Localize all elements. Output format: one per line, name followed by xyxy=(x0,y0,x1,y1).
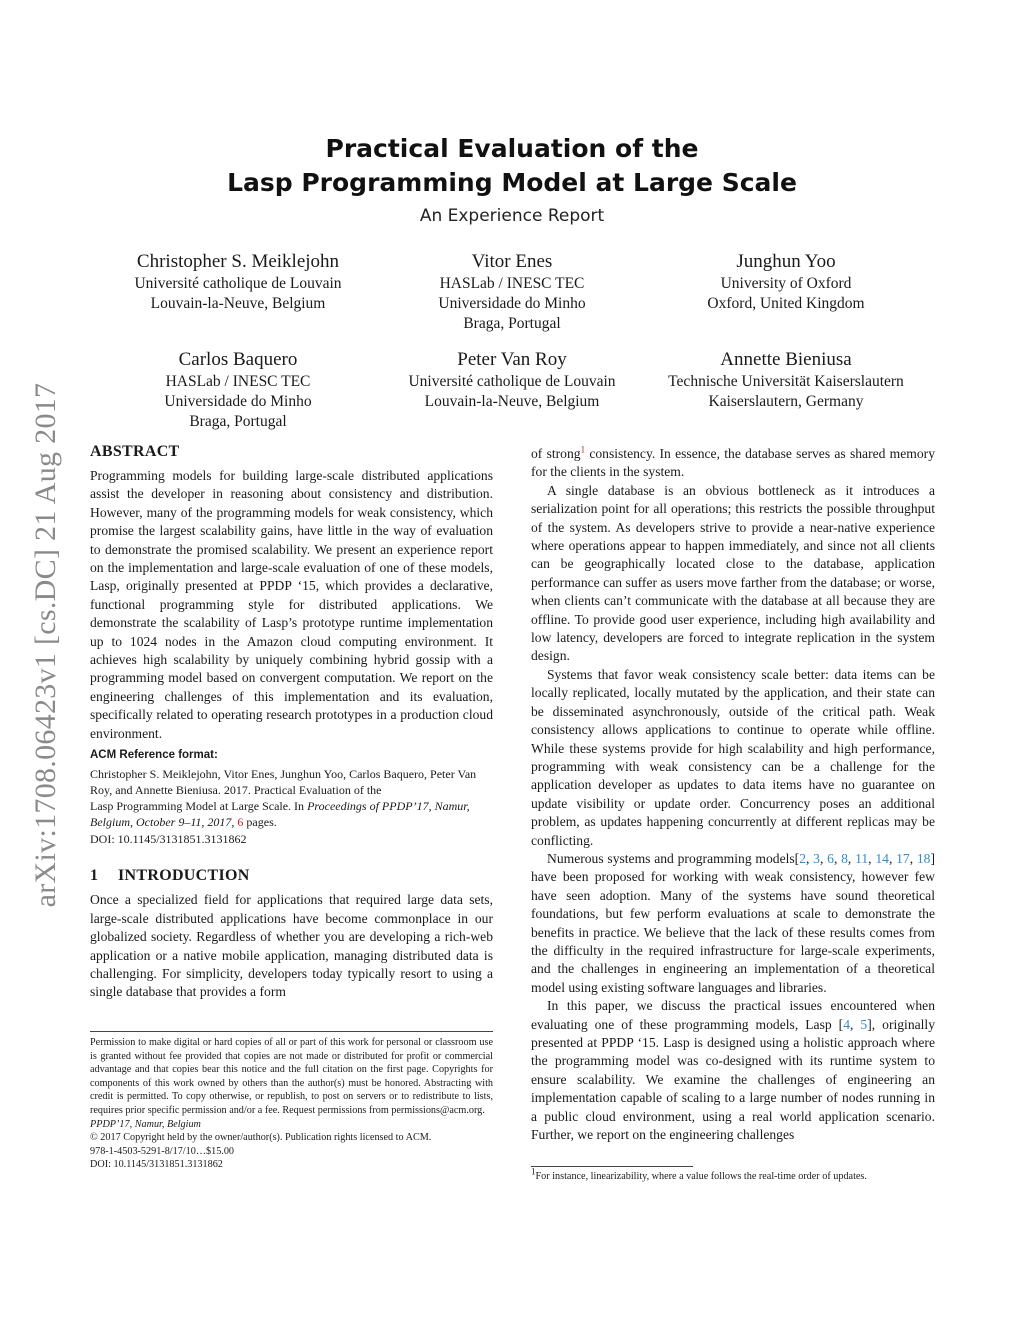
paper-subtitle: An Experience Report xyxy=(419,206,605,226)
acm-ref-doi: DOI: 10.1145/3131851.3131862 xyxy=(90,831,247,846)
citation-link[interactable]: 18 xyxy=(916,850,931,866)
paragraph: In this paper, we discuss the practical issues encountered when evaluating one of these programming models, Lasp [4, 5], originally presented at PPDP ‘15. Lasp is designed using a holistic approach where the programming model was co-designed with its runtime system to ensure scalability. We examine the challenges of engineering an implementation capable of scaling to a large number of nodes running in a public cloud environment, using a real world application scenario. Further, we report on the engineering challenges xyxy=(531,998,936,1143)
acm-ref-proceedings: Proceedings of PPDP’17, Namur, Belgium, October 9–11, 2017, xyxy=(90,799,470,830)
permission-text: Permission to make digital or hard copies of all or part of this work for personal or classroom use is granted without fee provided that copies are not made or distributed for profit or commercial advantage and that copies bear this notice and the full citation on the first page. Copyrights for components of this work owned by others than the author(s) must be honored. Abstracting with credit is permitted. To copy otherwise, or republish, to post on servers or to redistribute to lists, requires prior specific permission and/or a fee. Request permissions from permissions@acm.org. xyxy=(90,1037,493,1116)
author-affiliation: Université catholique de Louvain xyxy=(134,275,342,292)
author-name: Vitor Enes xyxy=(471,251,553,272)
paragraph-text: ] have been proposed for working with weak consistency, however few have seen adoption. Many of the systems have sound theoretical foundations, but few perform evaluations at scale to demonstrate the benefits in practice. We believe that the lack of these results comes from the difficulty in the required infrastructure for large-scale experiments, and the challenges in engineering an implementation of a theoretical model using existing software languages and libraries. xyxy=(531,850,935,995)
author-block xyxy=(88,348,388,432)
permission-venue: PPDP’17, Namur, Belgium xyxy=(90,1118,201,1130)
author-location: Louvain-la-Neuve, Belgium xyxy=(424,393,600,410)
title-line-2: Lasp Programming Model at Large Scale xyxy=(227,168,797,197)
author-name: Annette Bieniusa xyxy=(720,349,852,370)
citation-link[interactable]: 3 xyxy=(813,850,820,866)
citation-link[interactable]: 11 xyxy=(855,850,869,866)
permission-copyright: © 2017 Copyright held by the owner/author(s). Publication rights licensed to ACM. xyxy=(90,1132,432,1144)
citation-link[interactable]: 8 xyxy=(841,850,848,866)
left-column xyxy=(90,441,493,1002)
author-name: Christopher S. Meiklejohn xyxy=(136,251,340,272)
introduction-heading xyxy=(90,867,493,885)
author-affiliation: Université catholique de Louvain xyxy=(408,373,616,390)
introduction-text: Once a specialized field for applications that required large data sets, large-scale distributed applications have become commonplace in our globalized society. Regardless of whether you are developing a rich-web application or a native mobile application, managing distributed data is challenging. For simplicity, developers today typically resort to using a single database that provides a form xyxy=(90,892,493,1000)
paragraph: Systems that favor weak consistency scale better: data items can be locally replicated, locally mutated by the application, and their state can be disseminated asynchronously, outside of the critical path. Weak consistency allows applications to continue to operate while offline. While these systems provide for high scalability and high performance, programming with weak consistency can be a challenge for the application developer as updates to data items have no guarantee on update visibility or update order. Concurrency poses an additional problem, as updates happening concurrently at different replicas may be conflicting. xyxy=(531,666,935,848)
permission-isbn: 978-1-4503-5291-8/17/10…$15.00 xyxy=(90,1145,235,1157)
permission-notice xyxy=(90,1036,493,1172)
footnote xyxy=(531,1166,935,1184)
footnote-text: For instance, linearizability, where a value follows the real-time order of updates. xyxy=(535,1171,867,1182)
footnote-divider xyxy=(531,1166,693,1167)
right-column xyxy=(531,445,935,1144)
author-affiliation: HASLab / INESC TEC xyxy=(165,373,311,390)
author-block xyxy=(362,348,662,412)
author-affiliation: University of Oxford xyxy=(720,275,852,292)
permission-divider xyxy=(90,1031,493,1032)
section-title: INTRODUCTION xyxy=(118,866,250,884)
author-block xyxy=(88,250,388,314)
author-name: Junghun Yoo xyxy=(736,251,836,272)
author-location: Braga, Portugal xyxy=(189,413,287,430)
citation-link[interactable]: 14 xyxy=(875,850,889,866)
permission-doi: DOI: 10.1145/3131851.3131862 xyxy=(90,1159,223,1171)
author-block xyxy=(636,250,936,314)
acm-ref-pages-link[interactable]: 6 xyxy=(237,815,244,830)
acm-ref-pages-word: pages. xyxy=(246,815,277,830)
paper-title xyxy=(0,132,1024,200)
citation-link[interactable]: 4 xyxy=(843,1016,850,1032)
citation-link[interactable]: 6 xyxy=(827,850,834,866)
author-affiliation: Universidade do Minho xyxy=(438,295,586,312)
abstract-heading: ABSTRACT xyxy=(90,443,180,460)
citation-link[interactable]: 5 xyxy=(860,1016,868,1032)
arxiv-identifier xyxy=(20,345,72,945)
paragraph-text: of strong xyxy=(531,446,581,461)
author-location: Louvain-la-Neuve, Belgium xyxy=(150,295,326,312)
section-number: 1 xyxy=(90,866,99,884)
title-line-1: Practical Evaluation of the xyxy=(325,134,699,163)
paragraph: Numerous systems and programming models[2, 3, 6, 8, 11, 14, 17, 18] have been proposed for working with weak consistency, however few have seen adoption. Many of the systems have sound theoretical foundations, but few perform evaluations at scale to demonstrate the benefits in practice. We believe that the lack of these results comes from the difficulty in the required infrastructure for large-scale experiments, and the challenges in engineering an implementation of a theoretical model using existing software languages and libraries. xyxy=(531,850,935,995)
paragraph xyxy=(531,445,935,482)
author-location: Braga, Portugal xyxy=(463,315,561,332)
abstract-text: Programming models for building large-scale distributed applications assist the developer in reasoning about consistency and distribution. However, many of the programming models for weak consistency, which promise the largest scalability gains, have little in the way of evaluation to demonstrate the promised scalability. We present an experience report on the implementation and large-scale evaluation of one of these models, Lasp, originally presented at PPDP ‘15, which provides a declarative, functional programming style for distributed applications. We demonstrate the scalability of Lasp’s prototype runtime implementation up to 1024 nodes in the Amazon cloud computing environment. It achieves high scalability by uniquely combining hybrid gossip with a programming model based on convergent computation. We report on the engineering challenges of this implementation and its evaluation, specifically related to operating research prototypes in a production cloud environment. xyxy=(90,468,493,741)
citation-link[interactable]: 17 xyxy=(896,850,910,866)
author-affiliation: Technische Universität Kaiserslautern xyxy=(668,373,904,390)
author-block xyxy=(636,348,936,412)
footnote-mark-link[interactable]: 1 xyxy=(580,444,586,455)
footnote-mark: 1 xyxy=(531,1166,536,1177)
arxiv-id-text: arXiv:1708.06423v1 [cs.DC] 21 Aug 2017 xyxy=(29,382,62,908)
paragraph-text: In this paper, we discuss the practical issues encountered when evaluating one of these programming models, Lasp [ xyxy=(531,998,935,1032)
author-block xyxy=(362,250,662,334)
citation-link[interactable]: 2 xyxy=(799,850,806,866)
author-affiliation: HASLab / INESC TEC xyxy=(439,275,585,292)
author-location: Kaiserslautern, Germany xyxy=(708,393,864,410)
acm-reference xyxy=(90,766,493,847)
paragraph: A single database is an obvious bottleneck as it introduces a serialization point for all operations; this restricts the possible throughput of the system. As developers strive to provide a near-native experience where operations appear to happen immediately, and since not all clients can be geographically located close to the database, application performance can suffer as users move farther from the database; or worse, when clients can’t communicate with the database at all because they are offline. To provide good user experience, including high availability and low latency, developers are forced to integrate replication in the system design. xyxy=(531,482,935,664)
author-name: Peter Van Roy xyxy=(457,349,567,370)
author-affiliation: Universidade do Minho xyxy=(164,393,312,410)
paragraph-text: Numerous systems and programming models[ xyxy=(547,850,800,866)
author-location: Oxford, United Kingdom xyxy=(707,295,865,312)
paragraph-text: consistency. In essence, the database serves as shared memory for the clients in the system. xyxy=(531,446,935,480)
acm-ref-title: Lasp Programming Model at Large Scale. In xyxy=(90,799,305,814)
paragraph-text: ], originally presented at PPDP ‘15. Lasp is designed using a holistic approach where the programming model was co-designed with its runtime system to ensure scalability. We examine the challenges of engineering an implementation capable of scaling to a large number of nodes running in a public cloud environment, using a real world application scenario. Further, we report on the engineering challenges xyxy=(531,1016,936,1143)
acm-reference-heading: ACM Reference format: xyxy=(90,749,218,762)
acm-ref-authors: Christopher S. Meiklejohn, Vitor Enes, Junghun Yoo, Carlos Baquero, Peter Van Roy, and Annette Bieniusa. 2017. Practical Evaluation of the xyxy=(90,766,477,797)
author-name: Carlos Baquero xyxy=(178,349,298,370)
